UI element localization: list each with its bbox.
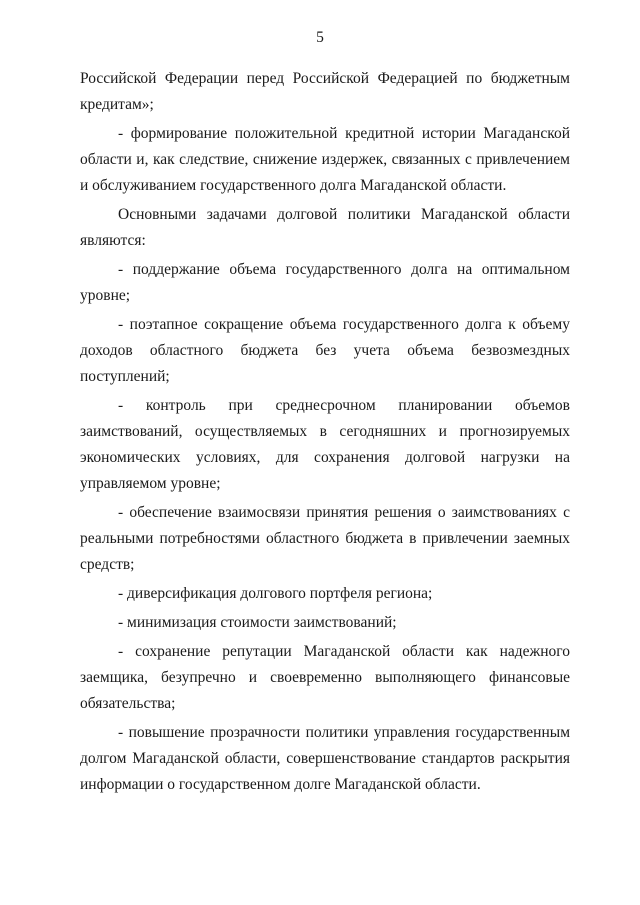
list-item-borrowing-control: - контроль при среднесрочном планировании объемов заимствований, осуществляемых в сегодняшних и прогнозируемых экономических условиях, для сохранения долговой нагрузки на управляемом уровне; — [80, 397, 570, 492]
list-item-transparency: - повышение прозрачности политики управления государственным долгом Магаданской области, совершенствование стандартов раскрытия информации о государственном долге Магаданской области. — [80, 724, 570, 793]
paragraph-tasks-intro: Основными задачами долговой политики Магаданской области являются: — [80, 206, 570, 249]
list-item-reputation: - сохранение репутации Магаданской области как надежного заемщика, безупречно и своевременно выполняющего финансовые обязательства; — [80, 643, 570, 712]
list-item-debt-level: - поддержание объема государственного долга на оптимальном уровне; — [80, 261, 570, 304]
page-number: 5 — [316, 29, 324, 46]
list-item-debt-reduction: - поэтапное сокращение объема государственного долга к объему доходов областного бюджета без учета объема безвозмездных поступлений; — [80, 316, 570, 385]
list-item-diversification: - диверсификация долгового портфеля региона; — [118, 585, 433, 602]
list-item-cost-minimization: - минимизация стоимости заимствований; — [118, 614, 397, 631]
document-body — [80, 66, 570, 798]
paragraph-credit-history: - формирование положительной кредитной истории Магаданской области и, как следствие, снижение издержек, связанных с привлечением и обслуживанием государственного долга Магаданской области. — [80, 125, 570, 194]
paragraph-continuation: Российской Федерации перед Российской Федерацией по бюджетным кредитам»; — [80, 70, 570, 113]
list-item-borrowing-needs: - обеспечение взаимосвязи принятия решения о заимствованиях с реальными потребностями областного бюджета в привлечении заемных средств; — [80, 504, 570, 573]
